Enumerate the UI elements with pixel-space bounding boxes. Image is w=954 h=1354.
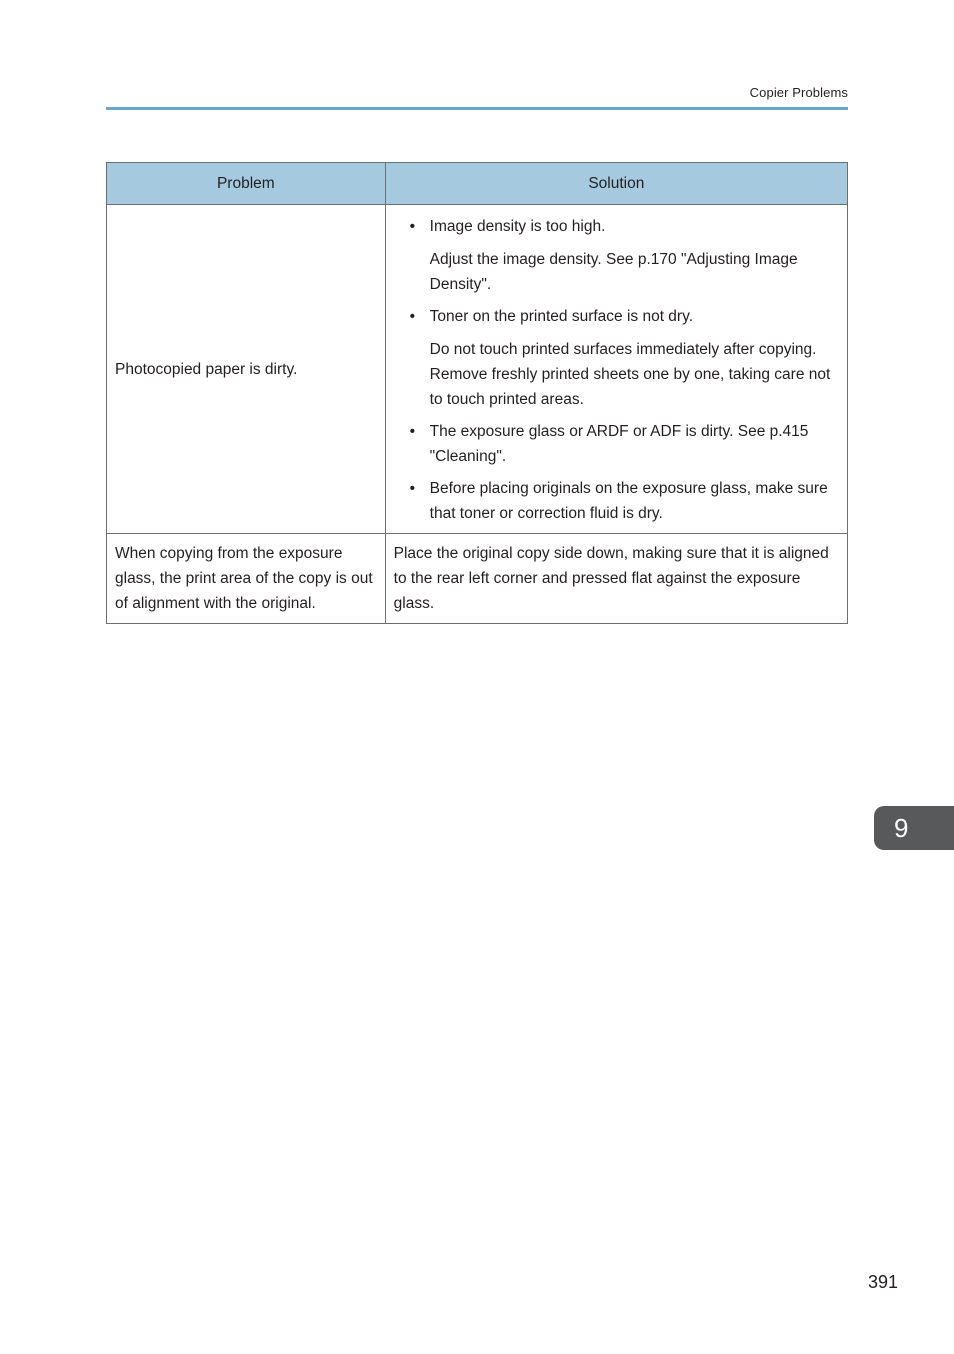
solution-cell (385, 205, 847, 534)
troubleshooting-table (106, 162, 848, 624)
table-row (107, 534, 848, 624)
solution-remedy: Adjust the image density. See p.170 "Adjusting Image Density". (429, 251, 798, 293)
solution-cause: The exposure glass or ARDF or ADF is dirty. See p.415 "Cleaning". (429, 423, 809, 465)
solution-cause: Image density is too high. (429, 218, 606, 235)
solution-item (394, 304, 839, 412)
table-header-row (107, 163, 848, 205)
solution-cause: Toner on the printed surface is not dry. (429, 308, 693, 325)
problem-cell: Photocopied paper is dirty. (107, 205, 386, 534)
bullet-icon: • (409, 218, 416, 235)
solution-remedy: Do not touch printed surfaces immediately after copying. Remove freshly printed sheets one by one, taking care not to touch printed areas. (429, 341, 831, 408)
bullet-icon: • (409, 423, 416, 440)
bullet-icon: • (409, 308, 416, 325)
problem-cell: When copying from the exposure glass, the print area of the copy is out of alignment with the original. (107, 534, 386, 624)
chapter-tab: 9 (874, 806, 954, 850)
column-header-problem: Problem (107, 163, 386, 205)
solution-item (394, 419, 839, 469)
solution-cause: Before placing originals on the exposure glass, make sure that toner or correction fluid is dry. (429, 480, 828, 522)
table-row (107, 205, 848, 534)
running-header: Copier Problems (749, 85, 848, 100)
solution-item (394, 476, 839, 526)
solution-item (394, 214, 839, 297)
bullet-icon: • (409, 480, 416, 497)
solution-list (394, 214, 839, 526)
column-header-solution: Solution (385, 163, 847, 205)
page-number: 391 (867, 1272, 898, 1292)
solution-cell: Place the original copy side down, making sure that it is aligned to the rear left corner and pressed flat against the exposure glass. (385, 534, 847, 624)
header-rule (106, 107, 848, 110)
